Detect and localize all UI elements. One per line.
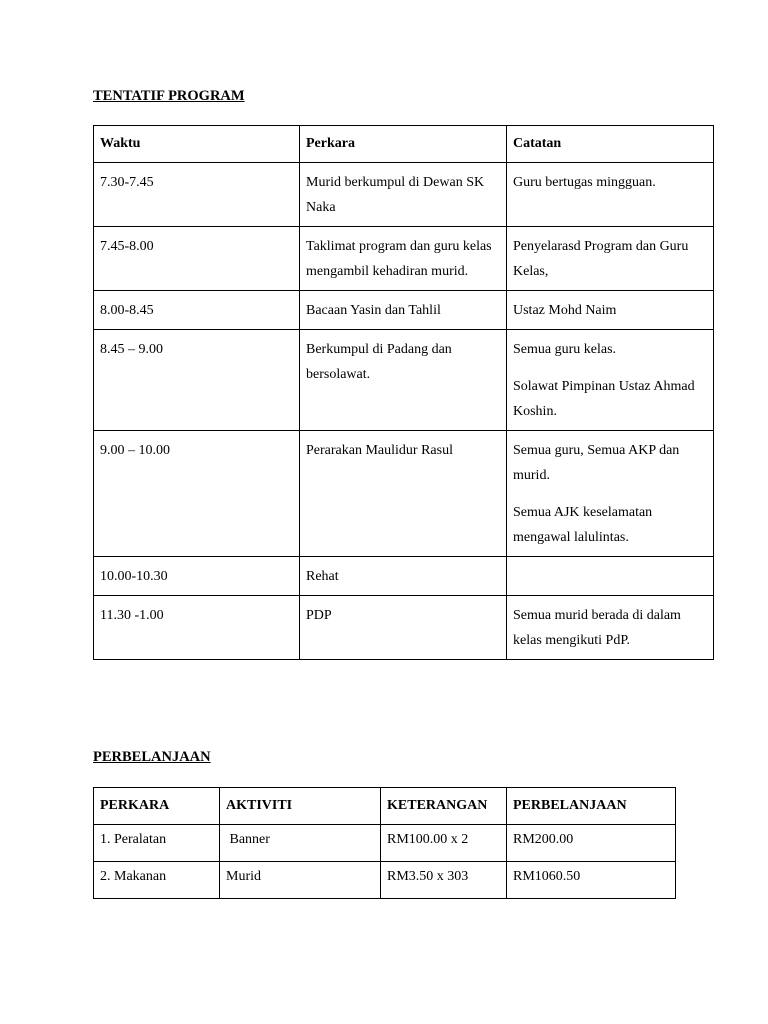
table-row: [94, 431, 714, 557]
table-row: [94, 862, 676, 899]
cell-catatan: [507, 330, 714, 431]
cell-waktu: 11.30 -1.00: [94, 596, 300, 660]
cell-catatan: [507, 431, 714, 557]
column-header-perbelanjaan: PERBELANJAAN: [507, 788, 676, 825]
cell-text: Semua guru, Semua AKP dan murid.: [513, 443, 680, 483]
cell-perkara: [300, 291, 507, 330]
cell-text: Guru bertugas mingguan.: [513, 175, 656, 190]
table-row: [94, 596, 714, 660]
cell-text: Murid berkumpul di Dewan SK Naka: [306, 175, 485, 215]
table-row: [94, 291, 714, 330]
cell-catatan: [507, 163, 714, 227]
column-header-keterangan: KETERANGAN: [381, 788, 507, 825]
cell-waktu: 7.45-8.00: [94, 227, 300, 291]
cell-waktu: 7.30-7.45: [94, 163, 300, 227]
cell-text: Perarakan Maulidur Rasul: [306, 443, 453, 458]
cell-perkara: 1. Peralatan: [94, 825, 220, 862]
cell-text: PDP: [306, 608, 332, 623]
cell-catatan: [507, 227, 714, 291]
cell-aktiviti: Murid: [220, 862, 381, 899]
cell-perkara: [300, 596, 507, 660]
cell-perkara: [300, 431, 507, 557]
cell-perbelanjaan: RM1060.50: [507, 862, 676, 899]
cell-keterangan: RM3.50 x 303: [381, 862, 507, 899]
table-row: [94, 227, 714, 291]
cell-perkara: [300, 557, 507, 596]
column-header-catatan: Catatan: [507, 126, 714, 163]
cell-text: Solawat Pimpinan Ustaz Ahmad Koshin.: [513, 379, 695, 419]
cell-perkara: [300, 163, 507, 227]
cell-text: Bacaan Yasin dan Tahlil: [306, 303, 441, 318]
column-header-waktu: Waktu: [94, 126, 300, 163]
tentatif-table: [93, 125, 714, 660]
table-row: [94, 330, 714, 431]
cell-text: Taklimat program dan guru kelas mengambil kehadiran murid.: [306, 239, 492, 279]
tentatif-header-row: [94, 126, 714, 163]
cell-text: Semua guru kelas.: [513, 342, 617, 357]
cell-text: Rehat: [306, 569, 339, 584]
cell-text: Penyelarasd Program dan Guru Kelas,: [513, 239, 689, 279]
cell-text: Semua AJK keselamatan mengawal lalulintas.: [513, 505, 653, 545]
perbelanjaan-header-row: [94, 788, 676, 825]
column-header-perkara: Perkara: [300, 126, 507, 163]
cell-catatan: [507, 291, 714, 330]
cell-catatan: [507, 596, 714, 660]
cell-perbelanjaan: RM200.00: [507, 825, 676, 862]
cell-waktu: 9.00 – 10.00: [94, 431, 300, 557]
table-row: [94, 163, 714, 227]
cell-waktu: 8.45 – 9.00: [94, 330, 300, 431]
cell-text: Semua murid berada di dalam kelas mengikuti PdP.: [513, 608, 681, 648]
cell-text: Berkumpul di Padang dan bersolawat.: [306, 342, 452, 382]
cell-keterangan: RM100.00 x 2: [381, 825, 507, 862]
perbelanjaan-title: PERBELANJAAN: [93, 749, 211, 765]
column-header-aktiviti: AKTIVITI: [220, 788, 381, 825]
cell-text: Ustaz Mohd Naim: [513, 303, 617, 318]
cell-aktiviti: Banner: [220, 825, 381, 862]
cell-perkara: [300, 330, 507, 431]
cell-perkara: [300, 227, 507, 291]
table-row: [94, 557, 714, 596]
cell-waktu: 8.00-8.45: [94, 291, 300, 330]
cell-catatan: [507, 557, 714, 596]
tentatif-title: TENTATIF PROGRAM: [93, 88, 245, 104]
perbelanjaan-table: [93, 787, 676, 899]
cell-waktu: 10.00-10.30: [94, 557, 300, 596]
column-header-perkara: PERKARA: [94, 788, 220, 825]
cell-perkara: 2. Makanan: [94, 862, 220, 899]
table-row: [94, 825, 676, 862]
